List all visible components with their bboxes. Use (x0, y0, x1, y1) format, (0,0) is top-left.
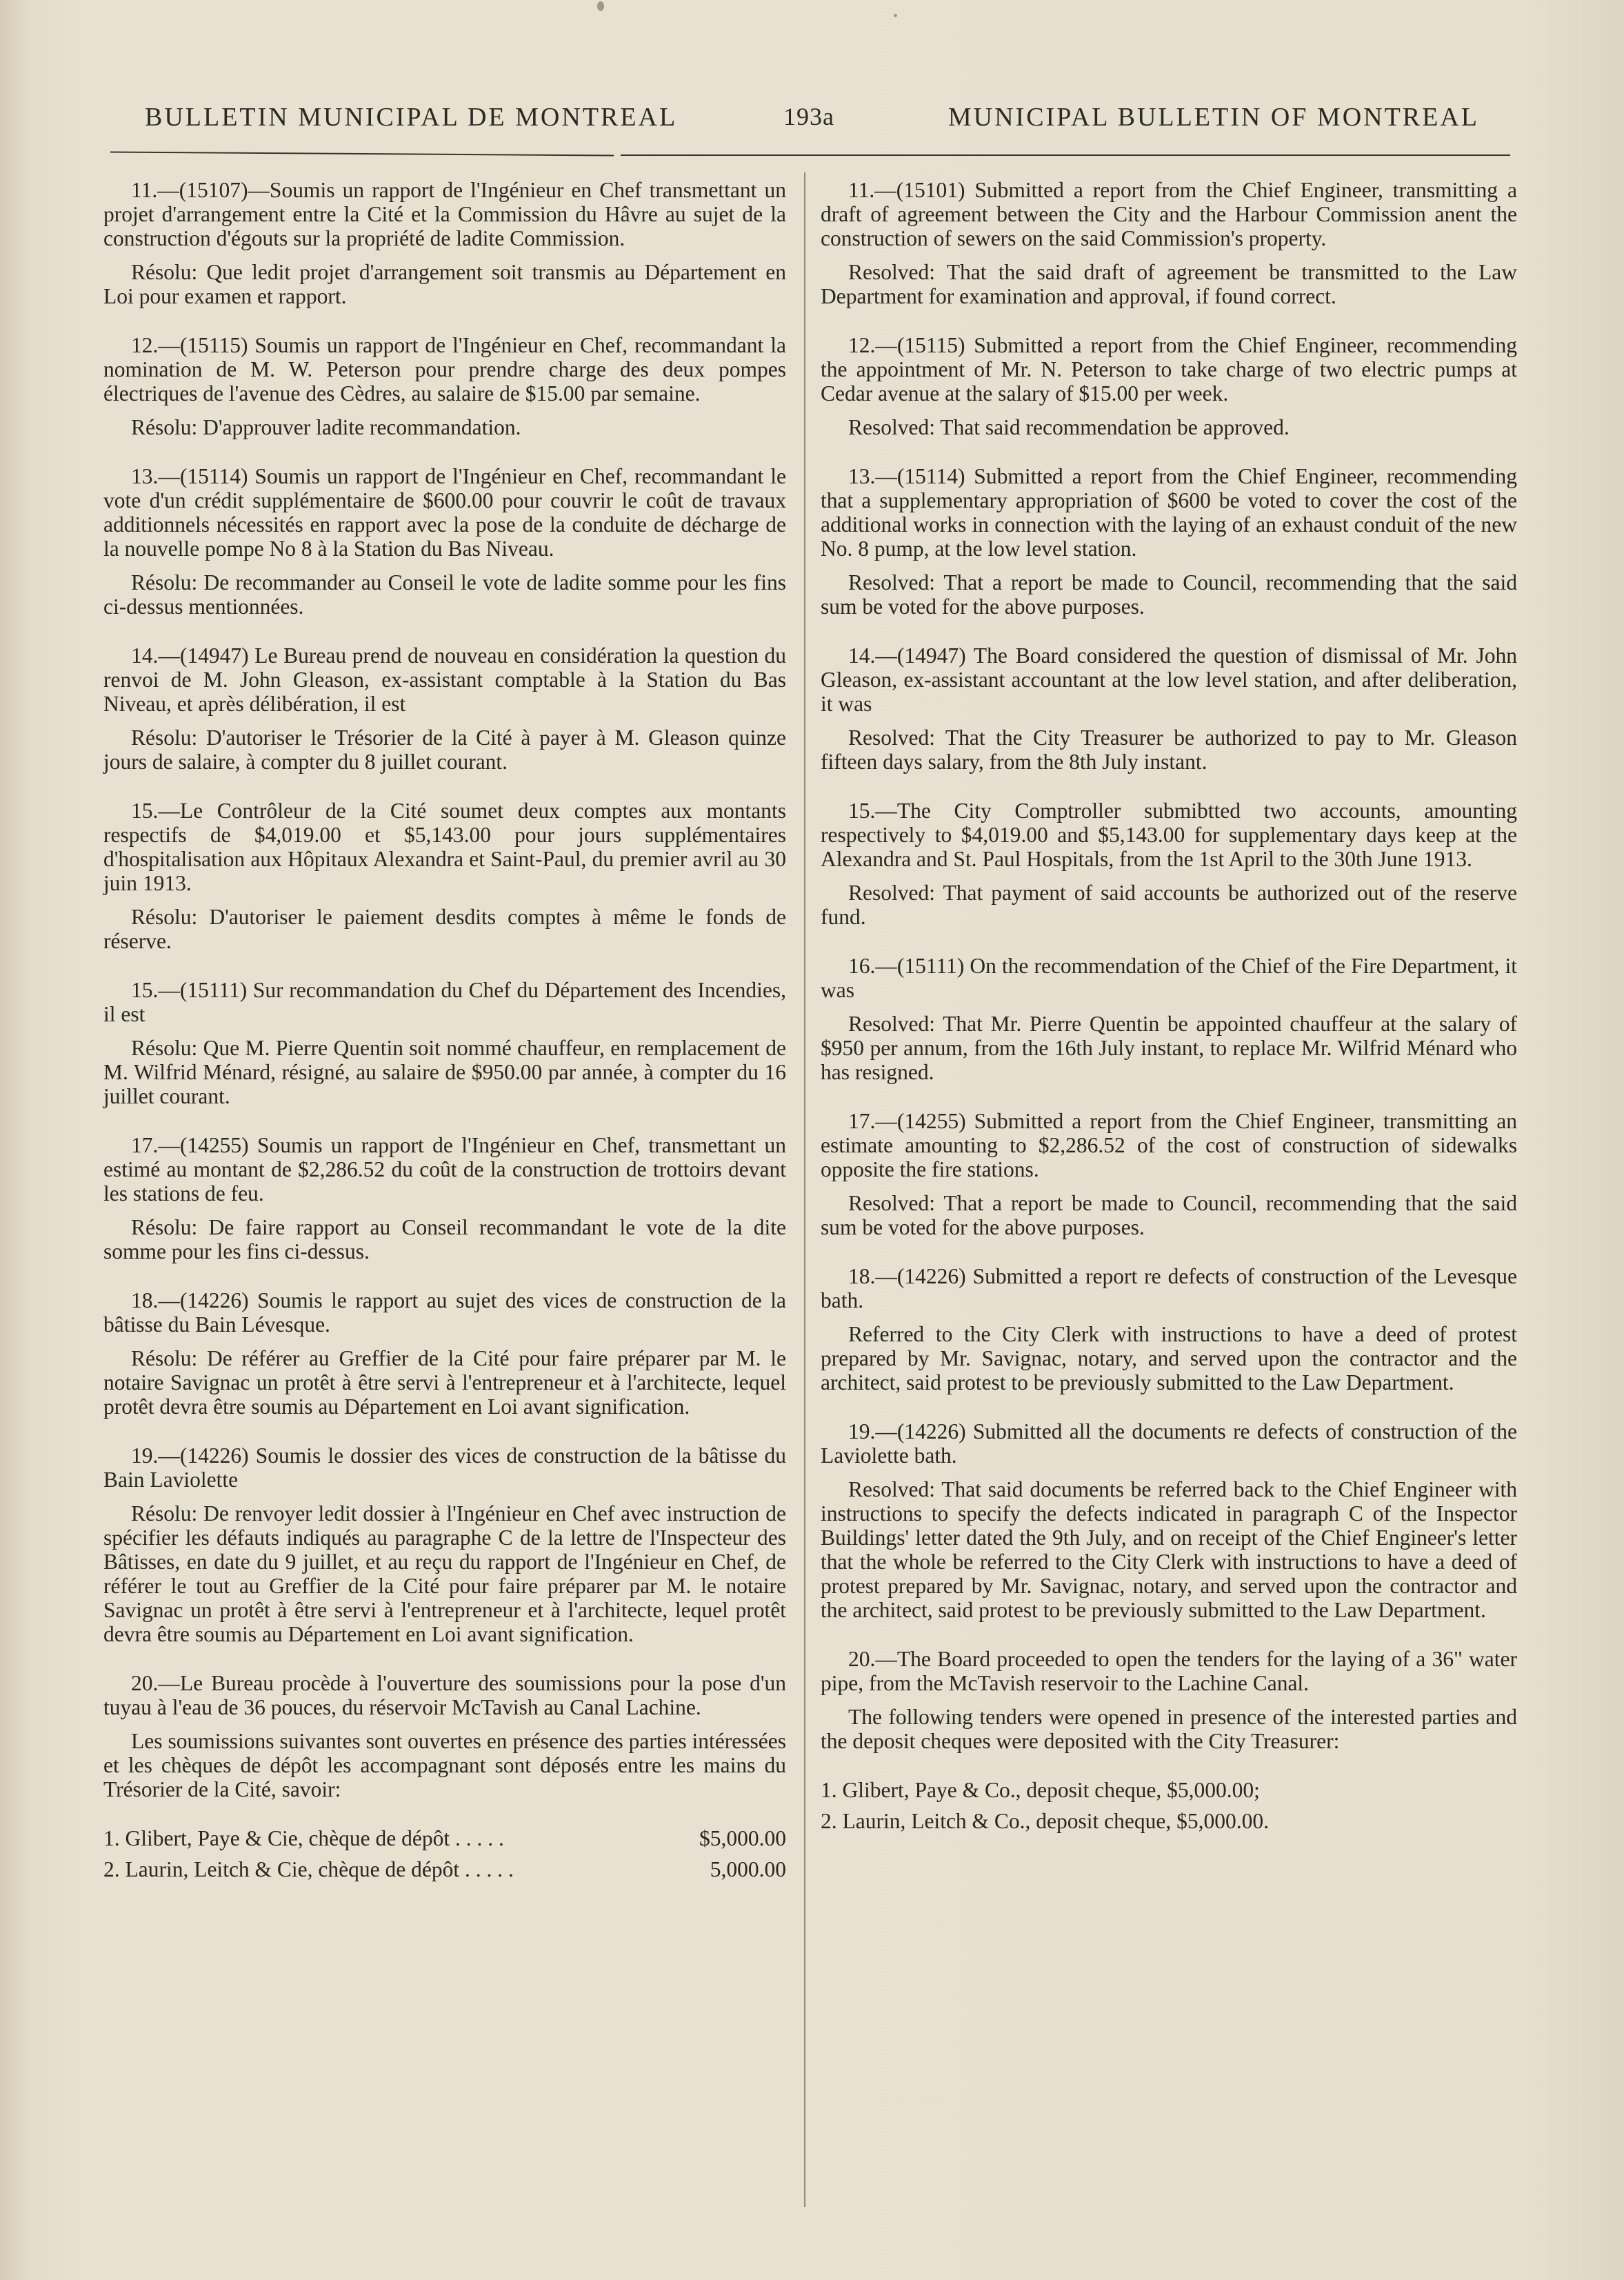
french-item-text: 19.—(14226) Soumis le dossier des vices de construction de la bâtisse du Bain Laviolette (103, 1443, 786, 1492)
column-divider (804, 172, 805, 2207)
french-tender-label: 2. Laurin, Leitch & Cie, chèque de dépôt . . . . . (103, 1857, 514, 1881)
english-tender-label: 1. Glibert, Paye & Co., deposit cheque, $5,000.00; (821, 1778, 1260, 1802)
english-tender-row (821, 1809, 1517, 1833)
french-item (103, 643, 786, 774)
french-resolution: Résolu: Que M. Pierre Quentin soit nommé chauffeur, en remplacement de M. Wilfrid Ménard, résigné, au salaire de $950.00 par année, à compter du 16 juillet courant. (103, 1036, 786, 1108)
header-rule-left (110, 151, 614, 156)
french-resolution: Les soumissions suivantes sont ouvertes en présence des parties intéressées et les chèques de dépôt les accompagnant sont déposés entre les mains du Trésorier de la Cité, savoir: (103, 1729, 786, 1801)
english-item-text: 16.—(15111) On the recommendation of the Chief of the Fire Department, it was (821, 954, 1517, 1002)
french-item (103, 978, 786, 1108)
english-resolution: Resolved: That Mr. Pierre Quentin be appointed chauffeur at the salary of $950 per annum, from the 16th July instant, to replace Mr. Wilfrid Ménard who has resigned. (821, 1012, 1517, 1084)
english-item (821, 954, 1517, 1084)
french-item (103, 178, 786, 308)
english-item-text: 17.—(14255) Submitted a report from the Chief Engineer, transmitting an estimate amounting to $2,286.52 of the cost of construction of sidewalks opposite the fire stations. (821, 1109, 1517, 1181)
english-resolution: Resolved: That said documents be referred back to the Chief Engineer with instructions to specify the defects indicated in paragraph C of the Inspector Buildings' letter dated the 9th July, and on receipt of the Chief Engineer's letter that the whole be referred to the City Clerk with instructions to have a deed of protest prepared by Mr. Savignac, notary, and served upon the contractor and the architect, said protest to be previously submitted to the Law Department. (821, 1477, 1517, 1622)
french-item-text: 17.—(14255) Soumis un rapport de l'Ingénieur en Chef, transmettant un estimé au montant de $2,286.52 du coût de la construction de trottoirs devant les stations de feu. (103, 1133, 786, 1206)
french-resolution: Résolu: De référer au Greffier de la Cité pour faire préparer par M. le notaire Savignac un protêt à être servi à l'entrepreneur et à l'architecte, lequel protêt devra être soumis au Département en Loi avant signification. (103, 1346, 786, 1419)
english-resolution: Resolved: That the said draft of agreement be transmitted to the Law Department for examination and approval, if found correct. (821, 260, 1517, 308)
header-french-title: BULLETIN MUNICIPAL DE MONTREAL (145, 103, 678, 132)
french-resolution: Résolu: D'autoriser le paiement desdits comptes à même le fonds de réserve. (103, 905, 786, 953)
french-item (103, 1671, 786, 1801)
french-item (103, 1443, 786, 1646)
header-rule-right (621, 154, 1510, 156)
french-item-text: 11.—(15107)—Soumis un rapport de l'Ingénieur en Chef transmettant un projet d'arrangement entre la Cité et la Commission du Hâvre au sujet de la construction d'égouts sur la propriété de ladite Commission. (103, 178, 786, 250)
french-resolution: Résolu: D'autoriser le Trésorier de la Cité à payer à M. Gleason quinze jours de salaire, à compter du 8 juillet courant. (103, 726, 786, 774)
english-item-text: 14.—(14947) The Board considered the question of dismissal of Mr. John Gleason, ex-assistant accountant at the low level station, and after deliberation, it was (821, 643, 1517, 716)
english-resolution: Referred to the City Clerk with instructions to have a deed of protest prepared by Mr. Savignac, notary, and served upon the contractor and the architect, said protest to be previously submitted to the Law Department. (821, 1322, 1517, 1394)
english-tender-amount (1503, 1778, 1517, 1802)
english-resolution: Resolved: That a report be made to Council, recommending that the said sum be voted for the above purposes. (821, 1191, 1517, 1239)
french-column (103, 178, 786, 1888)
english-item-text: 19.—(14226) Submitted all the documents re defects of construction of the Laviolette bath. (821, 1419, 1517, 1468)
english-item (821, 178, 1517, 308)
english-resolution: Resolved: That a report be made to Council, recommending that the said sum be voted for the above purposes. (821, 570, 1517, 619)
english-item-text: 11.—(15101) Submitted a report from the Chief Engineer, transmitting a draft of agreement between the City and the Harbour Commission anent the construction of sewers on the said Commission's property. (821, 178, 1517, 250)
english-item (821, 1264, 1517, 1394)
french-item (103, 464, 786, 619)
english-item-text: 18.—(14226) Submitted a report re defects of construction of the Levesque bath. (821, 1264, 1517, 1312)
french-item (103, 799, 786, 953)
english-item (821, 1109, 1517, 1239)
english-column (821, 178, 1517, 1840)
english-tender-amount (1503, 1809, 1517, 1833)
french-tender-amount: $5,000.00 (699, 1826, 786, 1850)
english-item-text: 13.—(15114) Submitted a report from the Chief Engineer, recommending that a supplementary appropriation of $600 be voted to cover the cost of the additional works in connection with the laying of an exhaust conduit of the new No. 8 pump, at the low level station. (821, 464, 1517, 561)
french-resolution: Résolu: De faire rapport au Conseil recommandant le vote de la dite somme pour les fins ci-dessus. (103, 1215, 786, 1263)
french-item-text: 18.—(14226) Soumis le rapport au sujet des vices de construction de la bâtisse du Bain Lévesque. (103, 1288, 786, 1337)
french-resolution: Résolu: De renvoyer ledit dossier à l'Ingénieur en Chef avec instruction de spécifier les défauts indiqués au paragraphe C de la lettre de l'Inspecteur des Bâtisses, en date du 9 juillet, et au reçu du rapport de l'Ingénieur en Chef, de référer le tout au Greffier de la Cité pour faire préparer par M. le notaire Savignac un protêt à être servi à l'entrepreneur et à l'architecte, lequel protêt devra être soumis au Département en Loi avant signification. (103, 1501, 786, 1646)
english-item (821, 464, 1517, 619)
french-resolution: Résolu: De recommander au Conseil le vote de ladite somme pour les fins ci-dessus mentionnées. (103, 570, 786, 619)
french-item (103, 1133, 786, 1263)
french-item-text: 13.—(15114) Soumis un rapport de l'Ingénieur en Chef, recommandant le vote d'un crédit supplémentaire de $600.00 pour couvrir le coût de travaux additionnels nécessités en rapport avec la pose de la conduite de décharge de la nouvelle pompe No 8 à la Station du Bas Niveau. (103, 464, 786, 561)
french-tender-row (103, 1857, 786, 1881)
english-item-text: 15.—The City Comptroller submibtted two accounts, amounting respectively to $4,019.00 and $5,143.00 for supplementary days keep at the Alexandra and St. Paul Hospitals, from the 1st April to the 30th June 1913. (821, 799, 1517, 871)
english-resolution: The following tenders were opened in presence of the interested parties and the deposit cheques were deposited with the City Treasurer: (821, 1705, 1517, 1753)
french-item (103, 333, 786, 439)
english-item (821, 1419, 1517, 1622)
header-english-title: MUNICIPAL BULLETIN OF MONTREAL (948, 103, 1479, 132)
english-item (821, 1647, 1517, 1753)
french-item-text: 12.—(15115) Soumis un rapport de l'Ingénieur en Chef, recommandant la nomination de M. W. Peterson pour prendre charge des deux pompes électriques de l'avenue des Cèdres, au salaire de $15.00 par semaine. (103, 333, 786, 406)
french-tender-label: 1. Glibert, Paye & Cie, chèque de dépôt . . . . . (103, 1826, 504, 1850)
english-tender-row (821, 1778, 1517, 1802)
english-item (821, 643, 1517, 774)
english-resolution: Resolved: That payment of said accounts be authorized out of the reserve fund. (821, 881, 1517, 929)
french-tender-amount: 5,000.00 (710, 1857, 786, 1881)
english-resolution: Resolved: That the City Treasurer be authorized to pay to Mr. Gleason fifteen days salary, from the 8th July instant. (821, 726, 1517, 774)
page-speck (894, 14, 897, 17)
french-item-text: 15.—(15111) Sur recommandation du Chef du Département des Incendies, il est (103, 978, 786, 1026)
french-tender-row (103, 1826, 786, 1850)
page-number: 193a (783, 103, 834, 130)
french-item-text: 15.—Le Contrôleur de la Cité soumet deux comptes aux montants respectifs de $4,019.00 et $5,143.00 pour jours supplémentaires d'hospitalisation aux Hôpitaux Alexandra et Saint-Paul, du premier avril au 30 juin 1913. (103, 799, 786, 895)
english-tender-label: 2. Laurin, Leitch & Co., deposit cheque, $5,000.00. (821, 1809, 1269, 1833)
french-item-text: 14.—(14947) Le Bureau prend de nouveau en considération la question du renvoi de M. John Gleason, ex-assistant comptable à la Station du Bas Niveau, et après délibération, il est (103, 643, 786, 716)
english-item (821, 799, 1517, 929)
french-resolution: Résolu: Que ledit projet d'arrangement soit transmis au Département en Loi pour examen et rapport. (103, 260, 786, 308)
page-speck (597, 1, 604, 11)
english-item-text: 12.—(15115) Submitted a report from the Chief Engineer, recommending the appointment of Mr. N. Peterson to take charge of two electric pumps at Cedar avenue at the salary of $15.00 per week. (821, 333, 1517, 406)
english-item (821, 333, 1517, 439)
french-item (103, 1288, 786, 1419)
english-resolution: Resolved: That said recommendation be approved. (848, 415, 1290, 439)
french-resolution: Résolu: D'approuver ladite recommandation. (131, 415, 521, 439)
english-item-text: 20.—The Board proceeded to open the tenders for the laying of a 36" water pipe, from the McTavish reservoir to the Lachine Canal. (821, 1647, 1517, 1695)
french-item-text: 20.—Le Bureau procède à l'ouverture des soumissions pour la pose d'un tuyau à l'eau de 36 pouces, du réservoir McTavish au Canal Lachine. (103, 1671, 786, 1719)
running-header (145, 97, 1479, 138)
